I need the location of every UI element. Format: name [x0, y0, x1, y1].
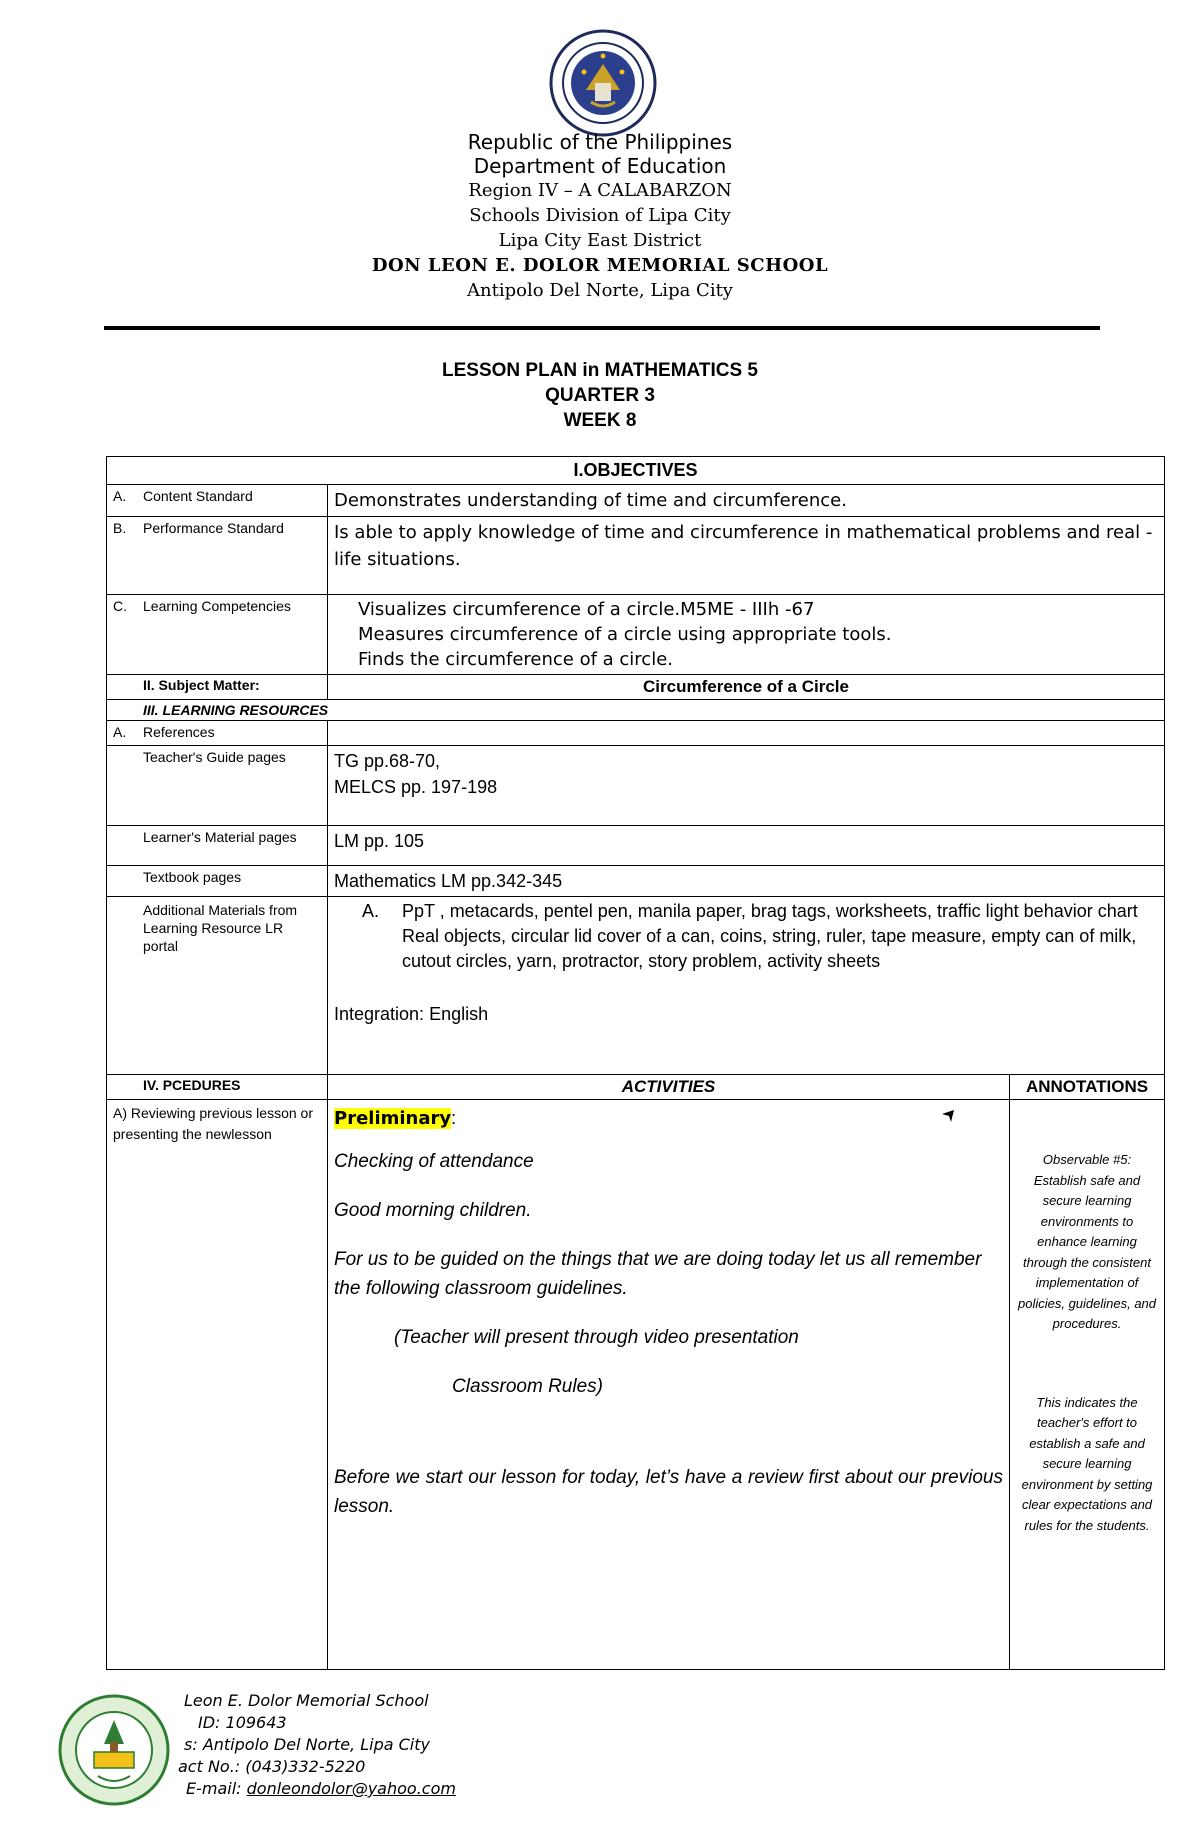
header-school-name: DON LEON E. DOLOR MEMORIAL SCHOOL	[371, 255, 829, 276]
preliminary-line	[334, 1104, 1003, 1133]
competency-item: Visualizes circumference of a circle.M5ME - IIIh -67	[358, 599, 815, 620]
references-text: References	[143, 724, 215, 740]
additional-materials-value	[328, 897, 1165, 1075]
header-division: Schools Division of Lipa City	[469, 205, 731, 226]
performance-standard-label	[107, 517, 328, 595]
learning-resources-heading: III. LEARNING RESOURCES	[107, 700, 1165, 721]
footer-address: s: Antipolo Del Norte, Lipa City	[184, 1735, 430, 1754]
activity-greeting: Good morning children.	[334, 1200, 532, 1221]
footer	[48, 1680, 548, 1830]
annotations-content	[1010, 1100, 1165, 1670]
reviewing-previous-lesson-label: A) Reviewing previous lesson or presenting the newlesson	[107, 1100, 328, 1670]
header-school-address: Antipolo Del Norte, Lipa City	[467, 280, 733, 301]
school-seal-logo	[58, 1694, 170, 1806]
annotations-header: ANNOTATIONS	[1010, 1075, 1165, 1100]
competency-item: Measures circumference of a circle using appropriate tools.	[358, 624, 892, 645]
annotation-safe-environment: This indicates the teacher's effort to establish a safe and secure learning environment by setting clear expectations and rules for the students.	[1021, 1394, 1153, 1533]
title-quarter: QUARTER 3	[545, 385, 655, 406]
content-standard-label	[107, 485, 328, 517]
header-district: Lipa City East District	[498, 230, 702, 251]
lesson-plan-table	[106, 456, 1165, 1670]
letterhead	[0, 130, 1200, 303]
header-divider	[104, 326, 1100, 330]
footer-email-label: E-mail:	[186, 1779, 247, 1798]
learners-material-label: Learner's Material pages	[107, 826, 328, 866]
activities-content	[328, 1100, 1010, 1670]
objectives-heading: I.OBJECTIVES	[107, 457, 1165, 485]
textbook-pages-value: Mathematics LM pp.342-345	[328, 866, 1165, 897]
annotation-observable: Observable #5: Establish safe and secure learning environments to enhance learning through the consistent implementation of policies, guidelines, and procedures.	[1017, 1152, 1157, 1331]
title-week: WEEK 8	[563, 410, 637, 431]
procedures-label: IV. PCEDURES	[107, 1075, 328, 1100]
references-label	[107, 721, 328, 746]
activity-attendance: Checking of attendance	[334, 1151, 534, 1172]
references-value	[328, 721, 1165, 746]
learning-competencies-text: Learning Competencies	[143, 598, 291, 614]
header-department: Department of Education	[473, 154, 727, 178]
preliminary-colon: :	[451, 1108, 457, 1128]
teachers-guide-value	[328, 746, 1165, 826]
melcs-pages: MELCS pp. 197-198	[334, 777, 498, 797]
footer-contact-number: act No.: (043)332-5220	[178, 1757, 366, 1776]
performance-standard-text: Performance Standard	[143, 520, 284, 536]
activity-classroom-rules: Classroom Rules)	[452, 1376, 603, 1397]
textbook-pages-label: Textbook pages	[107, 866, 328, 897]
activity-guidelines: For us to be guided on the things that we are doing today let us all remember the following classroom guidelines.	[334, 1249, 982, 1299]
learners-material-value: LM pp. 105	[328, 826, 1165, 866]
performance-standard-value: Is able to apply knowledge of time and circumference in mathematical problems and real -life situations.	[328, 517, 1165, 595]
header-republic: Republic of the Philippines	[467, 130, 733, 154]
learning-competencies-label	[107, 595, 328, 675]
additional-materials-list	[334, 899, 1158, 974]
header-region: Region IV – A CALABARZON	[468, 180, 732, 201]
performance-standard-index: B.	[113, 520, 127, 536]
footer-email: donleondolor@yahoo.com	[246, 1779, 456, 1798]
references-index: A.	[113, 724, 127, 740]
additional-materials-label: Additional Materials from Learning Resource LR portal	[107, 897, 328, 1075]
subject-matter-value: Circumference of a Circle	[328, 675, 1165, 700]
deped-seal-logo	[548, 28, 658, 138]
additional-materials-item: PpT , metacards, pentel pen, manila paper, brag tags, worksheets, traffic light behavior chart Real objects, circular lid cover of a can, coins, string, ruler, tape measure, empty can of milk, cutout circles, yarn, protractor, story problem, activity sheets	[402, 901, 1138, 971]
footer-school-id: ID: 109643	[198, 1713, 287, 1732]
activity-video-presentation: (Teacher will present through video presentation	[394, 1327, 799, 1348]
activity-review: Before we start our lesson for today, let’s have a review first about our previous lesson.	[334, 1467, 1003, 1517]
preliminary-highlight: Preliminary	[334, 1108, 452, 1129]
document-title	[0, 358, 1200, 433]
title-subject: LESSON PLAN in MATHEMATICS 5	[442, 360, 758, 381]
content-standard-index: A.	[113, 488, 127, 504]
learning-competencies-index: C.	[113, 598, 127, 614]
footer-contact	[144, 1690, 456, 1800]
footer-email-line	[144, 1778, 456, 1800]
teachers-guide-label: Teacher's Guide pages	[107, 746, 328, 826]
competency-item: Finds the circumference of a circle.	[358, 649, 673, 670]
content-standard-value: Demonstrates understanding of time and circumference.	[328, 485, 1165, 517]
cursor-arrow-icon	[940, 1108, 956, 1124]
subject-matter-label: II. Subject Matter:	[107, 675, 328, 700]
content-standard-text: Content Standard	[143, 488, 253, 504]
tg-pages: TG pp.68-70,	[334, 751, 441, 771]
learning-competencies-value	[328, 595, 1165, 675]
additional-materials-index: A.	[362, 901, 380, 921]
integration-note: Integration: English	[334, 1004, 489, 1024]
footer-school-name: Leon E. Dolor Memorial School	[184, 1691, 429, 1710]
activities-header: ACTIVITIES	[328, 1075, 1010, 1100]
